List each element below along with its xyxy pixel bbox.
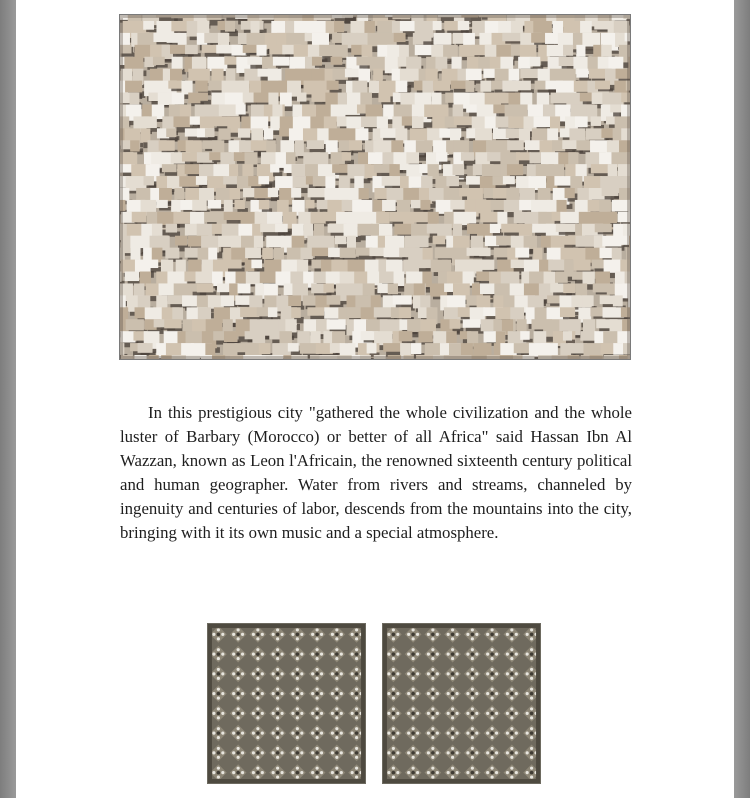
aerial-city-image xyxy=(120,15,630,359)
body-paragraph: In this prestigious city "gathered the whole civilization and the whole luster of Barbary (Morocco) or better of all Africa" said Hassan Ibn Al Wazzan, known as Leon l'Africain, the renowned sixteenth century political and human geographer. Water from rivers and streams, channeled by ingenuity and centuries of labor, descends from the mountains into the city, bringing with it its own music and a special atmosphere. xyxy=(120,403,632,543)
aerial-city-photo xyxy=(119,14,631,360)
lattice-pattern-right-image xyxy=(383,624,540,783)
document-page[interactable] xyxy=(16,0,734,798)
lattice-screen-right xyxy=(382,623,541,784)
lattice-pattern-left-image xyxy=(208,624,365,783)
lattice-screen-left xyxy=(207,623,366,784)
